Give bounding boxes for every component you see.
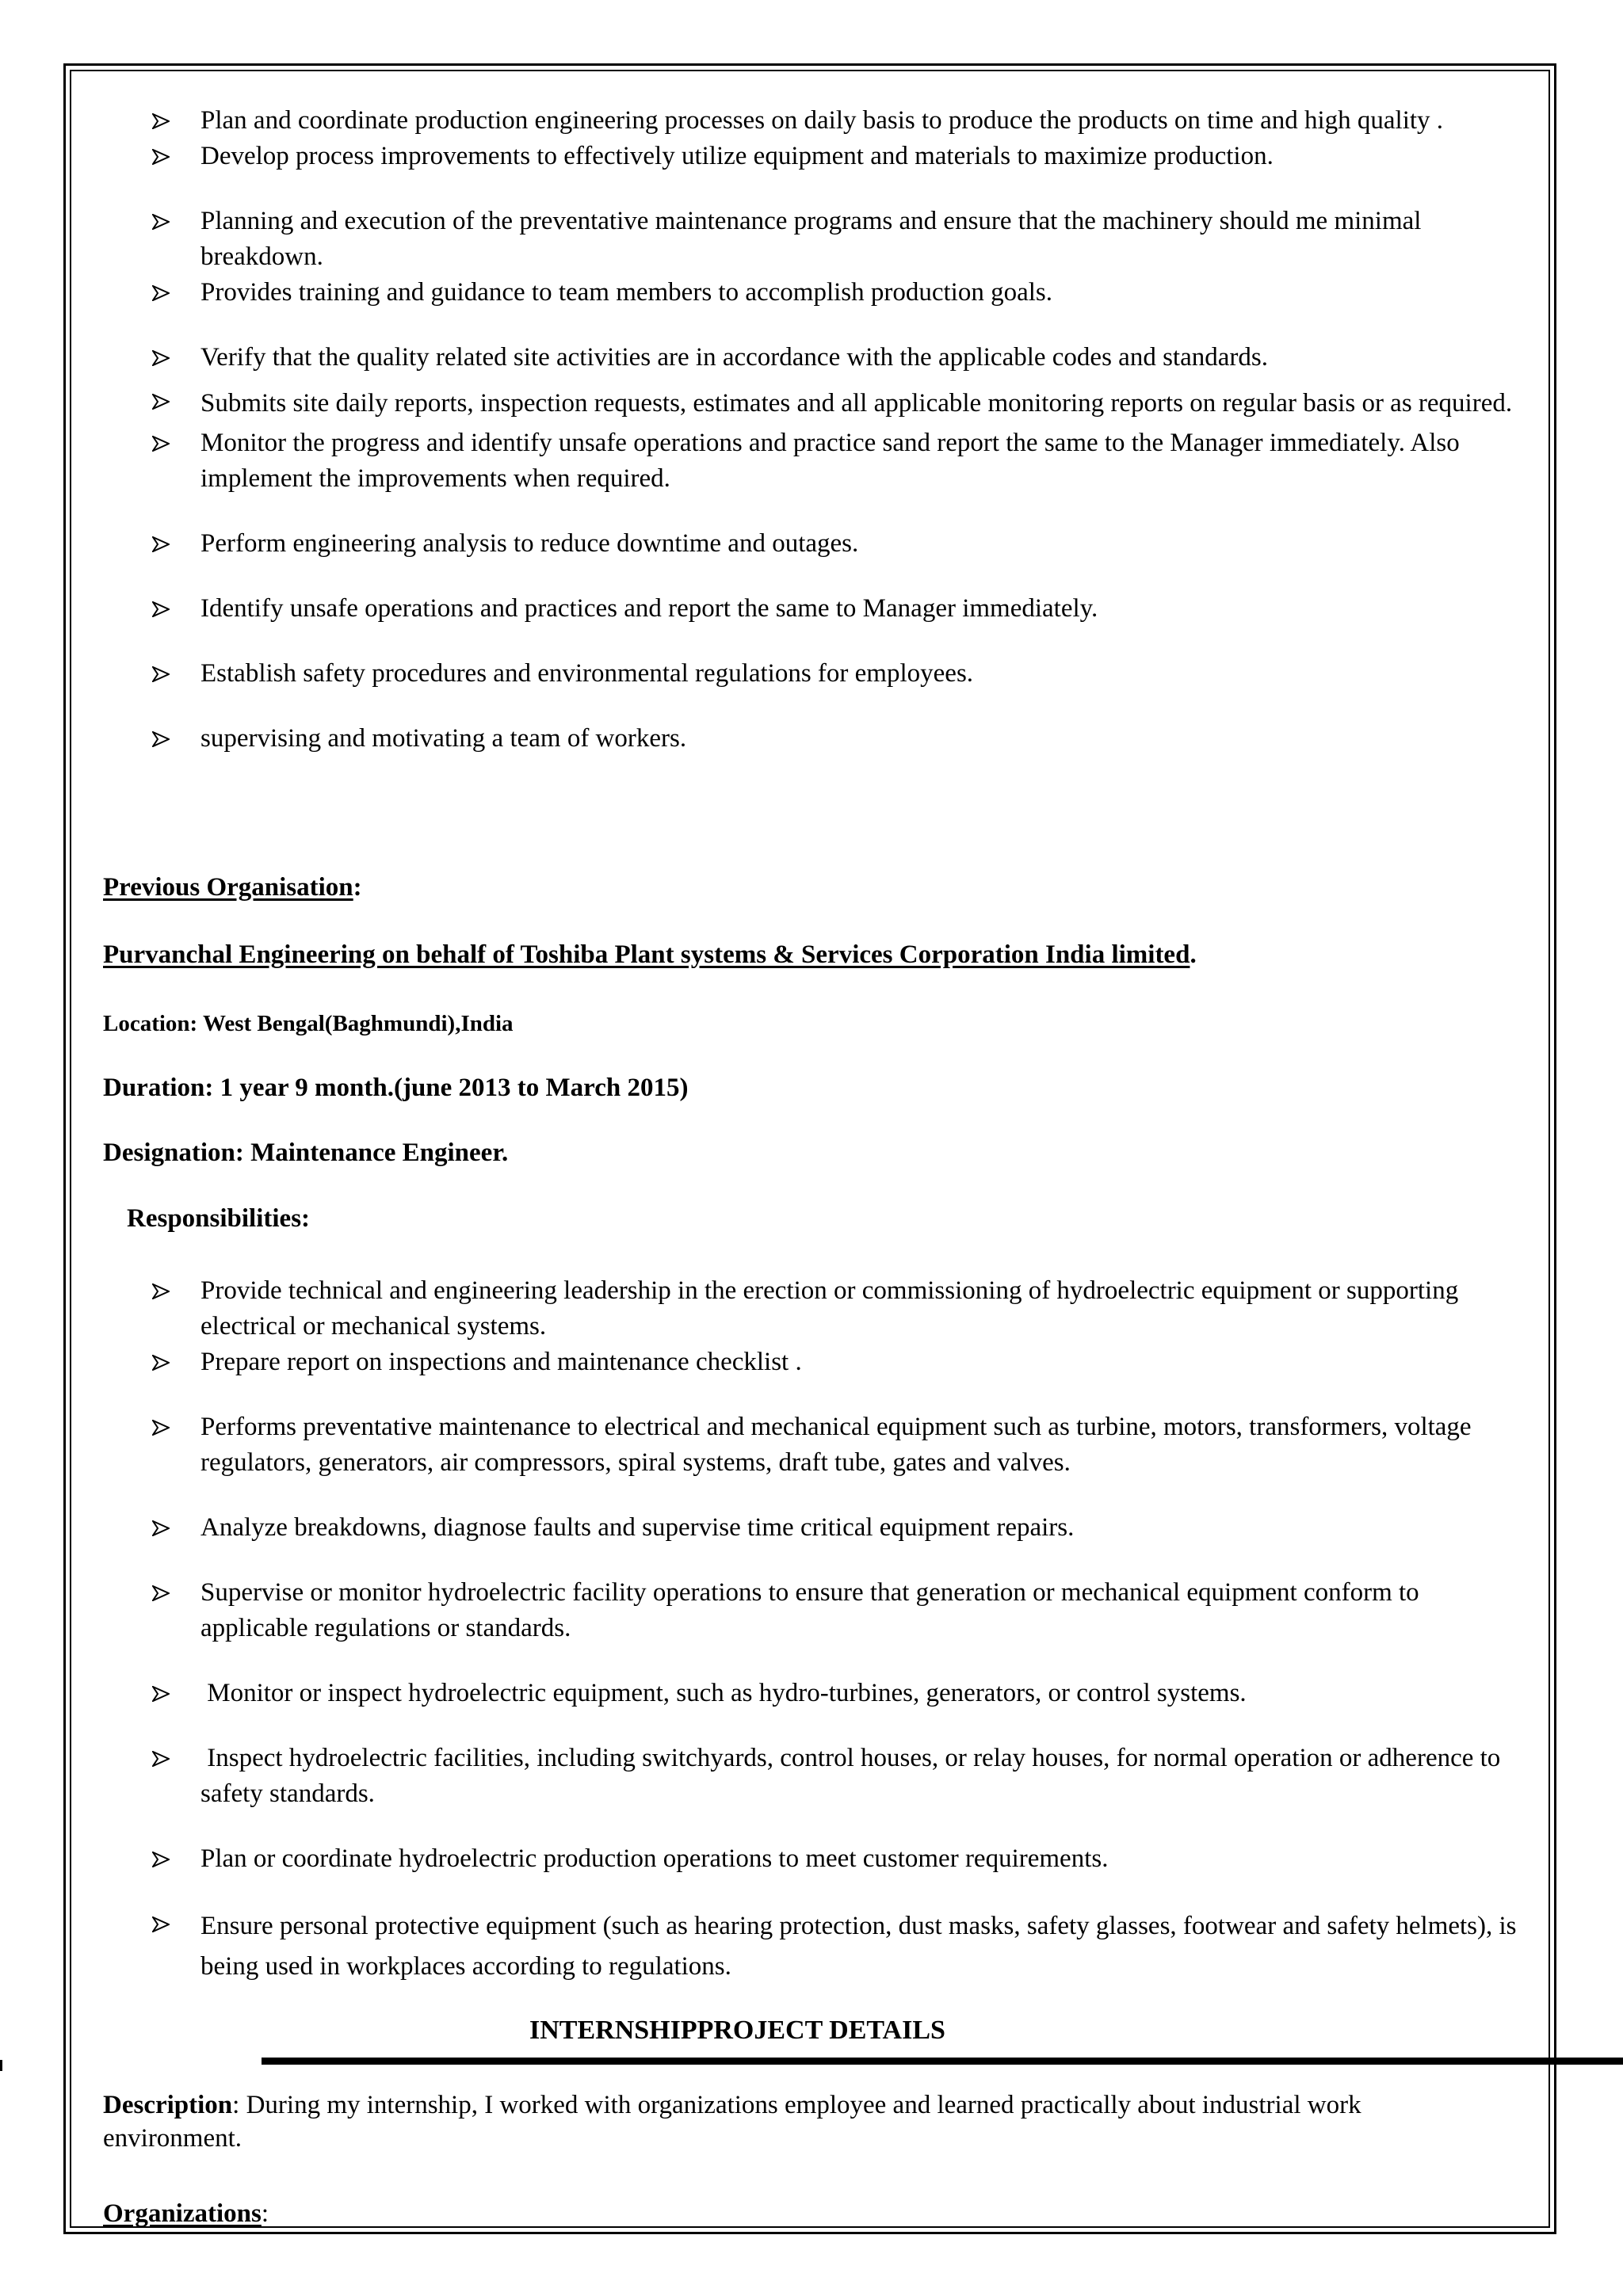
list-item xyxy=(152,1741,1531,1812)
list-item xyxy=(152,1841,1531,1877)
list-item xyxy=(152,103,1531,139)
arrow-bullet-icon xyxy=(152,666,170,682)
list-item xyxy=(152,425,1531,497)
list-item-text: Ensure personal protective equipment (such as hearing protection, dust masks, safety glasses, footwear and safety helmets), is being used in workplaces according to regulations. xyxy=(200,1912,1517,1981)
list-item xyxy=(152,1575,1531,1646)
company-name-text: Purvanchal Engineering on behalf of Toshiba Plant systems & Services Corporation India limited xyxy=(103,940,1190,969)
list-item xyxy=(152,340,1531,376)
arrow-bullet-icon xyxy=(152,601,170,617)
arrow-bullet-icon xyxy=(152,350,170,366)
list-item-text: Provides training and guidance to team members to accomplish production goals. xyxy=(200,278,1052,307)
list-item-text: supervising and motivating a team of workers. xyxy=(200,724,687,753)
arrow-bullet-icon xyxy=(152,731,170,747)
list-item-text: Verify that the quality related site activities are in accordance with the applicable codes and standards. xyxy=(200,343,1268,372)
list-item xyxy=(152,1906,1531,1987)
arrow-bullet-icon xyxy=(152,1283,170,1299)
list-item xyxy=(152,721,1531,757)
list-item-text: Performs preventative maintenance to electrical and mechanical equipment such as turbine, motors, transformers, voltage regulators, generators, air compressors, spiral systems, draft tube, gates and valves. xyxy=(200,1413,1472,1477)
arrow-bullet-icon xyxy=(152,1520,170,1536)
arrow-bullet-icon xyxy=(152,285,170,301)
company-period: . xyxy=(1190,940,1197,969)
list-item xyxy=(152,656,1531,692)
list-item xyxy=(152,1344,1531,1380)
list-item-text: Monitor or inspect hydroelectric equipment, such as hydro-turbines, generators, or control systems. xyxy=(200,1679,1247,1707)
list-item xyxy=(152,1273,1531,1344)
arrow-bullet-icon xyxy=(152,1751,170,1767)
list-item xyxy=(152,1510,1531,1546)
arrow-bullet-icon xyxy=(152,149,170,165)
previous-organisation-label: Previous Organisation xyxy=(103,873,353,902)
arrow-bullet-icon xyxy=(152,1585,170,1601)
list-item xyxy=(152,383,1531,424)
arrow-bullet-icon xyxy=(152,113,170,129)
list-item xyxy=(152,526,1531,562)
organizations-label: Organizations xyxy=(103,2199,262,2228)
arrow-bullet-icon xyxy=(152,1686,170,1702)
arrow-bullet-icon xyxy=(152,436,170,452)
list-item xyxy=(152,591,1531,627)
arrow-bullet-icon xyxy=(152,1420,170,1436)
list-item-text: Prepare report on inspections and maintenance checklist . xyxy=(200,1348,802,1376)
organizations-colon: : xyxy=(261,2199,269,2228)
description-text: : During my internship, I worked with organizations employee and learned practically about industrial work environment. xyxy=(103,2091,1361,2153)
internship-heading: INTERNSHIPPROJECT DETAILS xyxy=(529,2016,945,2045)
arrow-bullet-icon xyxy=(152,394,170,410)
list-item-text: Establish safety procedures and environmental regulations for employees. xyxy=(200,659,974,688)
organizations-line xyxy=(103,2198,269,2229)
list-item-text: Perform engineering analysis to reduce downtime and outages. xyxy=(200,529,859,558)
list-item xyxy=(152,275,1531,311)
arrow-bullet-icon xyxy=(152,1852,170,1867)
list-item-text: Analyze breakdowns, diagnose faults and supervise time critical equipment repairs. xyxy=(200,1513,1075,1542)
arrow-bullet-icon xyxy=(152,1917,170,1932)
arrow-bullet-icon xyxy=(152,536,170,552)
list-item-text: Planning and execution of the preventative maintenance programs and ensure that the machinery should me minimal breakdown. xyxy=(200,207,1422,271)
list-item-text: Plan or coordinate hydroelectric production operations to meet customer requirements. xyxy=(200,1844,1109,1873)
designation-line: Designation: Maintenance Engineer. xyxy=(103,1138,509,1167)
list-item-text: Inspect hydroelectric facilities, including switchyards, control houses, or relay houses, for normal operation or adherence to safety standards. xyxy=(200,1744,1507,1808)
duration-line: Duration: 1 year 9 month.(june 2013 to March 2015) xyxy=(103,1074,689,1102)
responsibilities-list-current xyxy=(152,103,1531,757)
list-item-text: Identify unsafe operations and practices and report the same to Manager immediately. xyxy=(200,594,1098,623)
heading-colon: : xyxy=(353,873,362,902)
description-label: Description xyxy=(103,2091,233,2119)
company-name xyxy=(103,939,1197,971)
arrow-bullet-icon xyxy=(152,214,170,230)
list-item xyxy=(152,204,1531,275)
responsibilities-label: Responsibilities: xyxy=(127,1204,311,1233)
location-line: Location: West Bengal(Baghmundi),India xyxy=(103,1011,514,1036)
responsibilities-list-previous xyxy=(152,1273,1531,1987)
list-item-text: Submits site daily reports, inspection requests, estimates and all applicable monitoring reports on regular basis or as required. xyxy=(200,389,1513,418)
list-item-text: Plan and coordinate production engineering processes on daily basis to produce the products on time and high quality . xyxy=(200,106,1444,135)
previous-organisation-heading xyxy=(103,871,362,903)
list-item-text: Supervise or monitor hydroelectric facility operations to ensure that generation or mechanical equipment conform to applicable regulations or standards. xyxy=(200,1578,1419,1642)
list-item xyxy=(152,1409,1531,1481)
list-item-text: Develop process improvements to effectively utilize equipment and materials to maximize production. xyxy=(200,142,1274,170)
description-paragraph xyxy=(103,2088,1498,2155)
list-item-text: Provide technical and engineering leadership in the erection or commissioning of hydroelectric equipment or supporting electrical or mechanical systems. xyxy=(200,1276,1459,1341)
arrow-bullet-icon xyxy=(152,1355,170,1371)
margin-mark xyxy=(0,2060,2,2071)
heading-rule xyxy=(262,2058,1623,2065)
list-item xyxy=(152,139,1531,174)
list-item-text: Monitor the progress and identify unsafe operations and practice sand report the same to the Manager immediately. Also implement the improvements when required. xyxy=(200,429,1460,493)
list-item xyxy=(152,1676,1531,1711)
